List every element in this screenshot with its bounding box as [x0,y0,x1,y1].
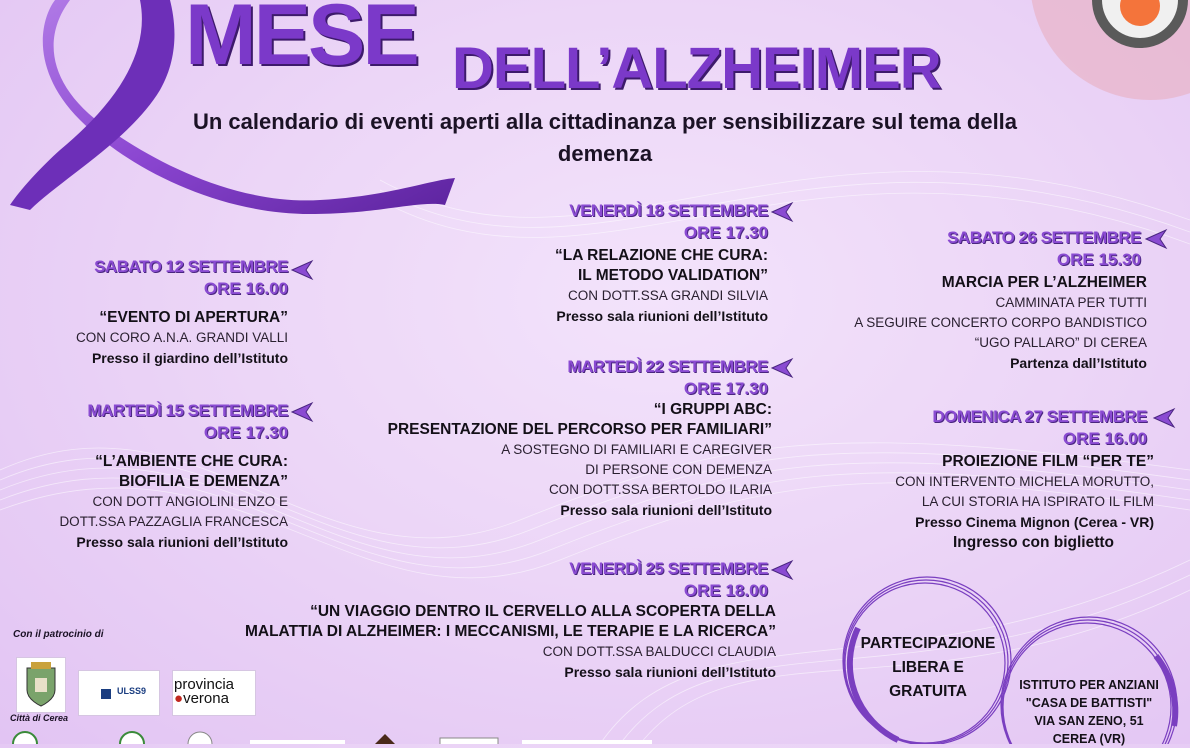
participation-line: LIBERA E [892,659,964,676]
event-sabato-26 [827,227,1147,373]
event-place: Presso sala riunioni dell’Istituto [556,308,768,324]
arrow-icon [770,357,794,379]
event-date: DOMENICA 27 SETTEMBRE [932,407,1147,426]
title-rest: DELL’ALZHEIMER [452,36,941,101]
arrow-icon [770,559,794,581]
event-title-line: “L’AMBIENTE CHE CURA: [95,453,288,470]
institute-line: VIA SAN ZENO, 51 [1034,714,1144,728]
provincia-line1: provincia [174,676,235,693]
arrow-icon [770,201,794,223]
citta-cerea-label: Città di Cerea [10,713,69,723]
sponsors-label: Con il patrocinio di [13,629,104,640]
provincia-line2: verona [183,690,229,707]
event-title: MARCIA PER L’ALZHEIMER [941,274,1147,291]
arrow-icon [290,401,314,423]
bottom-logos-strip [0,730,700,744]
event-sabato-12 [0,256,288,368]
event-place: Presso Cinema Mignon (Cerea - VR) [915,514,1154,530]
event-time: ORE 18.00 [683,581,768,600]
event-date: VENERDÌ 25 SETTEMBRE [569,559,768,578]
event-time: ORE 17.30 [203,423,288,442]
citta-cerea-logo [16,657,66,713]
institute-line: ISTITUTO PER ANZIANI [1019,678,1159,692]
event-time: ORE 17.30 [683,223,768,242]
event-title-line: “LA RELAZIONE CHE CURA: [555,247,768,264]
event-detail: CON INTERVENTO MICHELA MORUTTO, [895,474,1154,489]
event-detail: DI PERSONE CON DEMENZA [585,462,772,477]
arrow-icon [290,259,314,281]
event-detail: CON DOTT ANGIOLINI ENZO E [92,494,288,509]
event-place: Presso sala riunioni dell’Istituto [76,534,288,550]
event-venerdi-25 [236,558,776,682]
event-title-line: IL METODO VALIDATION” [577,267,768,284]
event-note: Ingresso con biglietto [952,534,1114,551]
event-place: Partenza dall’Istituto [1010,355,1147,371]
event-martedi-22 [352,356,772,520]
event-detail: CON CORO A.N.A. GRANDI VALLI [75,330,288,345]
participation-badge [846,632,1010,704]
event-place: Presso sala riunioni dell’Istituto [560,502,772,518]
event-date: MARTEDÌ 22 SETTEMBRE [567,357,768,376]
event-place: Presso sala riunioni dell’Istituto [564,664,776,680]
event-date: MARTEDÌ 15 SETTEMBRE [87,401,288,420]
subtitle: Un calendario di eventi aperti alla cittadinanza per sensibilizzare sul tema della demenza [192,109,1018,166]
event-martedi-15 [0,400,288,552]
event-date: SABATO 12 SETTEMBRE [94,257,288,276]
event-detail: DOTT.SSA PAZZAGLIA FRANCESCA [59,514,288,529]
participation-line: PARTECIPAZIONE [860,635,996,652]
institute-badge [1006,676,1172,748]
event-place: Presso il giardino dell’Istituto [91,350,288,366]
corner-decoration [1000,0,1190,110]
event-detail: “UGO PALLARO” DI CEREA [974,335,1147,350]
event-title: “EVENTO DI APERTURA” [99,309,288,326]
event-detail: CON DOTT.SSA BERTOLDO ILARIA [548,482,772,497]
event-detail: CON DOTT.SSA BALDUCCI CLAUDIA [542,644,776,659]
event-domenica-27 [834,406,1154,554]
event-title: PROIEZIONE FILM “PER TE” [942,453,1154,470]
event-detail: LA CUI STORIA HA ISPIRATO IL FILM [921,494,1154,509]
event-time: ORE 17.30 [683,379,768,398]
arrow-icon [1144,228,1168,250]
event-title-line: BIOFILIA E DEMENZA” [118,473,288,490]
event-detail: A SEGUIRE CONCERTO CORPO BANDISTICO [854,315,1147,330]
provincia-label: provincia ●verona [174,676,235,707]
event-detail: A SOSTEGNO DI FAMILIARI E CAREGIVER [501,442,772,457]
event-title-line: MALATTIA DI ALZHEIMER: I MECCANISMI, LE TERAPIE E LA RICERCA” [244,623,776,640]
event-detail: CON DOTT.SSA GRANDI SILVIA [567,288,768,303]
coat-of-arms-icon [17,658,65,712]
title-main: MESE [185,0,417,83]
event-date: SABATO 26 SETTEMBRE [947,228,1141,247]
ulss9-label: ULSS9 [117,686,147,696]
event-time: ORE 16.00 [203,279,288,298]
event-title-line: “I GRUPPI ABC: [653,401,772,418]
event-time: ORE 16.00 [1062,429,1147,448]
participation-line: GRATUITA [889,683,967,700]
event-title-line: PRESENTAZIONE DEL PERCORSO PER FAMILIARI” [387,421,772,438]
event-detail: CAMMINATA PER TUTTI [995,295,1147,310]
event-time: ORE 15.30 [1056,250,1141,269]
institute-line: "CASA DE BATTISTI" [1025,696,1153,710]
institute-line: CEREA (VR) [1052,732,1126,746]
arrow-icon [1152,407,1176,429]
event-title-line: “UN VIAGGIO DENTRO IL CERVELLO ALLA SCOPERTA DELLA [310,603,776,620]
event-venerdi-18 [408,200,768,326]
event-date: VENERDÌ 18 SETTEMBRE [569,201,768,220]
